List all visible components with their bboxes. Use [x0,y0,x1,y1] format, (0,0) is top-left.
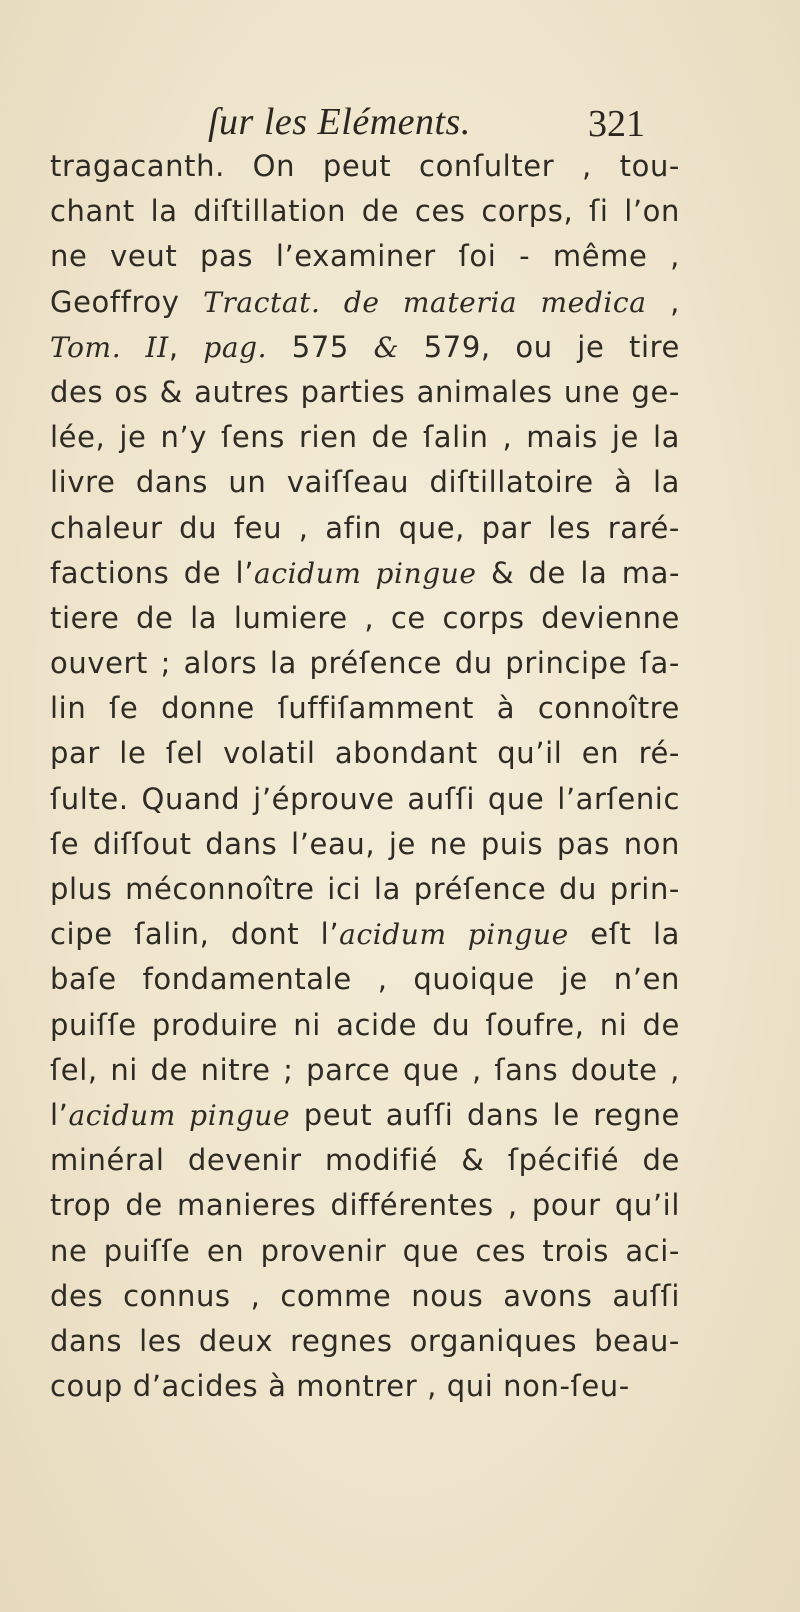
text-line [50,551,680,596]
text-line [50,641,680,686]
italic-text: Tractat. de materia medica [203,285,647,319]
text-line [50,1138,680,1183]
text-segment: cipe ſalin, dont l’ [50,917,340,952]
text-line [50,596,680,641]
text-segment: ſe diſſout dans l’eau, je ne puis pas non [50,826,680,861]
text-line [50,1048,680,1093]
text-segment: ne puiſſe en provenir que ces trois aci- [50,1233,680,1268]
text-line [50,1319,680,1364]
text-line [50,957,680,1002]
text-line [50,867,680,912]
text-segment: chaleur du feu , afin que, par les raré- [50,510,680,545]
text-segment: eſt la [568,917,680,952]
text-segment: 579, ou je tire [399,329,680,364]
text-line [50,415,680,460]
text-segment: tragacanth. On peut conſulter , tou- [50,149,680,183]
text-segment: coup d’acides à montrer , qui non-ſeu- [50,1369,630,1404]
text-segment: minéral devenir modifié & ſpécifié de [50,1143,680,1178]
text-line [50,1229,680,1274]
text-line [50,912,680,957]
text-segment: ſel, ni de nitre ; parce que , ſans doute , [50,1052,680,1087]
text-line [50,460,680,505]
text-line [50,822,680,867]
body-text [50,144,680,1409]
text-line [50,234,680,279]
text-line [50,1274,680,1319]
text-line [50,506,680,551]
text-segment: puiſſe produire ni acide du ſoufre, ni de [50,1007,680,1042]
text-line [50,144,680,189]
text-segment: ſulte. Quand j’éprouve auſſi que l’arſenic [50,781,680,816]
text-line [50,189,680,234]
text-line [50,1183,680,1228]
text-segment: 575 [267,329,374,364]
text-segment: trop de manieres différentes , pour qu’il [50,1188,680,1223]
text-segment: ouvert ; alors la préſence du principe ſa- [50,646,680,681]
text-line [50,370,680,415]
text-line [50,325,680,370]
text-segment: , [646,284,680,319]
text-segment: plus méconnoître ici la préſence du prin- [50,872,680,906]
text-segment: lée, je n’y ſens rien de ſalin , mais je la [50,420,680,455]
text-segment: livre dans un vaiſſeau diſtillatoire à la [50,465,680,500]
italic-text: acidum pingue [68,1098,291,1132]
text-line [50,280,680,325]
text-segment: lin ſe donne ſuffiſamment à connoître [50,691,680,726]
italic-text: acidum pingue [254,556,477,590]
text-segment: dans les deux regnes organiques beau- [50,1323,680,1358]
running-title: ſur les Eléments. [208,101,471,143]
text-segment: peut auſſi dans le regne [290,1097,680,1132]
text-line [50,686,680,731]
text-line [50,731,680,776]
text-segment: des os & autres parties animales une ge- [50,374,680,409]
text-segment: l’ [50,1097,69,1132]
italic-text: pag. [203,330,268,364]
italic-text: Tom. II [50,330,169,364]
italic-text: & [373,330,400,364]
text-segment: par le ſel volatil abondant qu’il en ré- [50,736,680,771]
italic-text: acidum pingue [339,918,569,952]
text-line [50,1093,680,1138]
text-segment: , [168,329,204,364]
running-head [0,100,800,150]
text-segment: factions de l’ [50,555,255,590]
page-number: 321 [588,103,645,145]
text-segment: baſe fondamentale , quoique je n’en [50,962,680,997]
text-segment: & de la ma- [476,555,681,590]
text-segment: des connus , comme nous avons auſſi [50,1278,680,1313]
text-segment: chant la diſtillation de ces corps, ſi l’on [50,194,680,229]
text-line [50,1003,680,1048]
text-line [50,1364,680,1409]
text-line [50,777,680,822]
text-segment: Geoffroy [50,284,204,319]
text-segment: ne veut pas l’examiner ſoi - même , [50,239,680,274]
text-segment: tiere de la lumiere , ce corps devienne [50,600,680,635]
